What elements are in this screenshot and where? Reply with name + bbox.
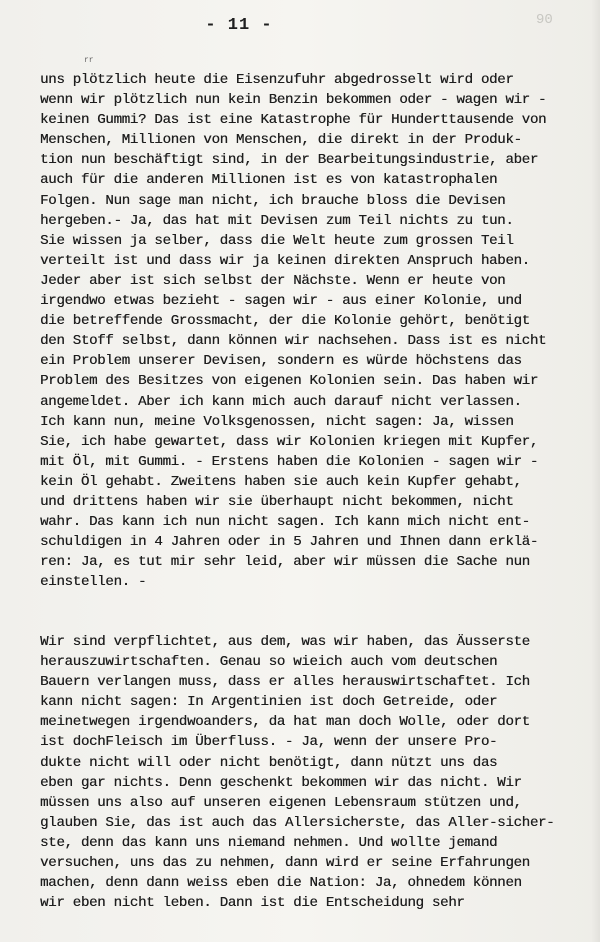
text-line: keinen Gummi? Das ist eine Katastrophe für Hunderttausende von (40, 112, 547, 129)
text-line: uns plötzlich heute die Eisenzufuhr abgedrosselt wird oder (40, 72, 514, 88)
text-line: irgendwo etwas bezieht - sagen wir - aus einer Kolonie, und (40, 293, 522, 310)
margin-mark: rr (84, 56, 94, 65)
text-line: machen, denn dann weiss eben die Nation: Ja, ohnedem können (40, 875, 522, 892)
scan-edge-shadow (591, 0, 600, 942)
text-line: verteilt ist und dass wir ja keinen direkten Anspruch haben. (40, 252, 530, 269)
paragraph-1 (40, 70, 546, 592)
text-line: Wir sind verpflichtet, aus dem, was wir haben, das Äusserste (40, 634, 530, 650)
text-line: wenn wir plötzlich nun kein Benzin bekommen oder - wagen wir - (40, 92, 547, 109)
text-line: Sie, ich habe gewartet, dass wir Kolonien kriegen mit Kupfer, (40, 433, 538, 450)
text-line: ste, denn das kann uns niemand nehmen. Und wollte jemand (40, 834, 498, 851)
page-number: - 11 - (205, 16, 273, 35)
corner-archive-mark: 90 (536, 12, 553, 28)
text-line: herauszuwirtschaften. Genau so wieich auch vom deutschen (40, 654, 498, 671)
text-line: müssen uns also auf unseren eigenen Lebensraum stützen und, (40, 794, 522, 811)
text-line: angemeldet. Aber ich kann mich auch darauf nicht verlassen. (40, 393, 522, 410)
text-line: schuldigen in 4 Jahren oder in 5 Jahren und Ihnen dann erklä- (40, 534, 538, 551)
text-line: Sie wissen ja selber, dass die Welt heute zum grossen Teil (40, 232, 514, 249)
text-line: Folgen. Nun sage man nicht, ich brauche bloss die Devisen (40, 192, 506, 209)
text-line: Bauern verlangen muss, dass er alles herauswirtschaftet. Ich (40, 674, 530, 691)
text-line: den Stoff selbst, dann können wir nachsehen. Dass ist es nicht (40, 333, 547, 350)
text-line: ein Problem unserer Devisen, sondern es würde höchstens das (40, 353, 522, 370)
text-line: dukte nicht will oder nicht benötigt, dann nützt uns das (40, 754, 498, 771)
text-line: Menschen, Millionen von Menschen, die direkt in der Produk- (40, 132, 522, 149)
text-line: versuchen, uns das zu nehmen, dann wird er seine Erfahrungen (40, 855, 530, 872)
text-line: glauben Sie, das ist auch das Allersicherste, das Aller-sicher- (40, 814, 555, 831)
text-line: ist dochFleisch im Überfluss. - Ja, wenn der unsere Pro- (40, 734, 498, 751)
text-line: und drittens haben wir sie überhaupt nicht bekommen, nicht (40, 493, 514, 510)
text-line: Jeder aber ist sich selbst der Nächste. Wenn er heute von (40, 272, 506, 289)
text-line: Problem des Besitzes von eigenen Kolonien sein. Das haben wir (40, 373, 538, 390)
text-line: wir eben nicht leben. Dann ist die Entscheidung sehr (40, 895, 465, 912)
text-line: ren: Ja, es tut mir sehr leid, aber wir müssen die Sache nun (40, 554, 530, 571)
text-line: auch für die anderen Millionen ist es von katastrophalen (40, 172, 498, 189)
text-line: die betreffende Grossmacht, der die Kolonie gehört, benötigt (40, 313, 530, 330)
text-line: wahr. Das kann ich nun nicht sagen. Ich kann mich nicht ent- (40, 514, 530, 531)
text-line: meinetwegen irgendwoanders, da hat man doch Wolle, oder dort (40, 714, 530, 731)
text-line: hergeben.- Ja, das hat mit Devisen zum Teil nichts zu tun. (40, 212, 514, 229)
text-line: kein Öl gehabt. Zweitens haben sie auch kein Kupfer gehabt, (40, 473, 522, 490)
text-line: eben gar nichts. Denn geschenkt bekommen wir das nicht. Wir (40, 774, 522, 791)
text-line: mit Öl, mit Gummi. - Erstens haben die Kolonien - sagen wir - (40, 453, 538, 470)
text-line: einstellen. - (40, 574, 147, 591)
paragraph-2 (40, 632, 554, 913)
text-line: tion nun beschäftigt sind, in der Bearbeitungsindustrie, aber (40, 152, 538, 169)
text-line: Ich kann nun, meine Volksgenossen, nicht sagen: Ja, wissen (40, 413, 514, 430)
text-line: kann nicht sagen: In Argentinien ist doch Getreide, oder (40, 694, 498, 711)
